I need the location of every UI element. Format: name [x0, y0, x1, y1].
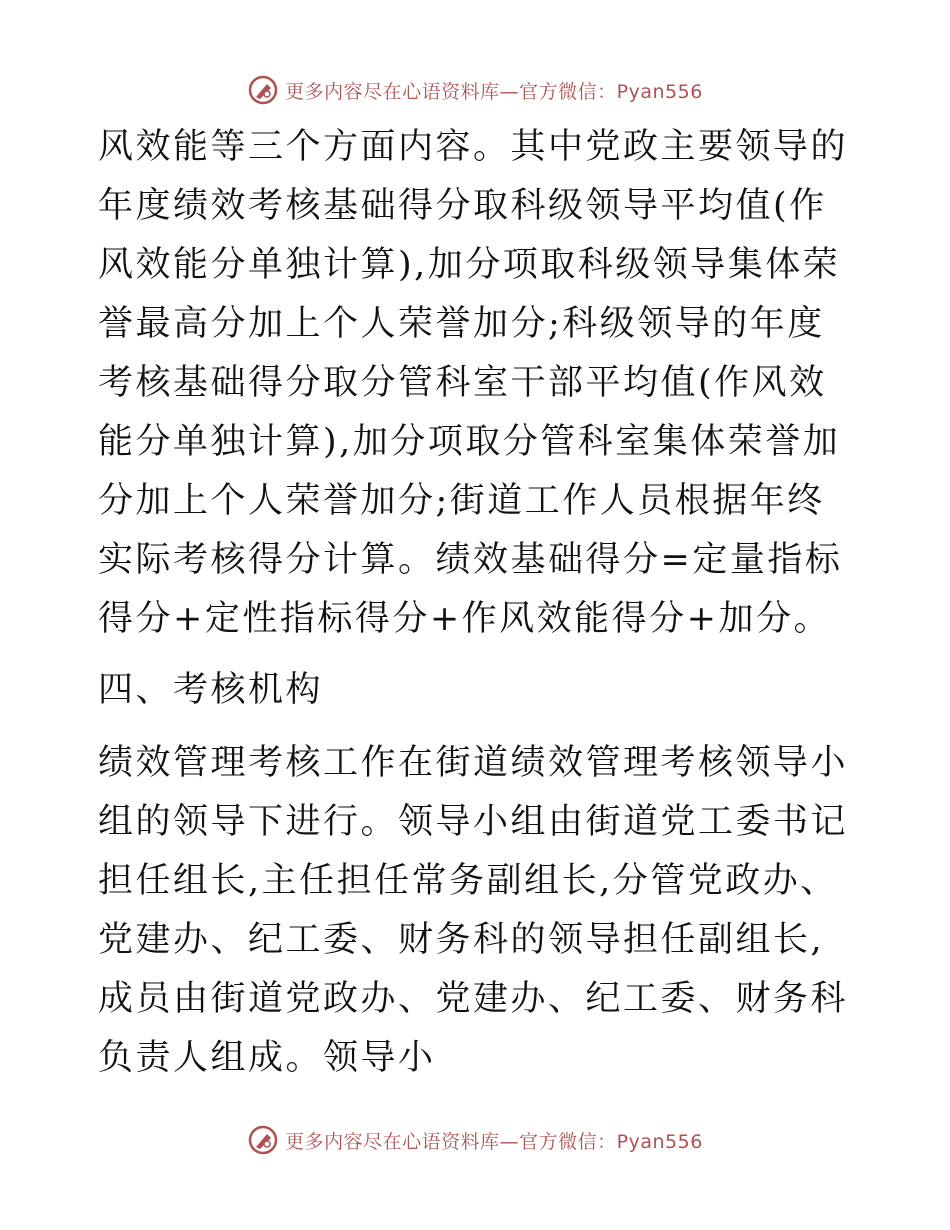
watermark-text: 更多内容尽在心语资料库—官方微信：Pyan556 [285, 80, 703, 103]
watermark-text: 更多内容尽在心语资料库—官方微信：Pyan556 [285, 1130, 703, 1153]
document-body [98, 118, 854, 1088]
body-paragraph: 风效能等三个方面内容。其中党政主要领导的年度绩效考核基础得分取科级领导平均值(作风效能分单独计算),加分项取科级领导集体荣誉最高分加上个人荣誉加分;科级领导的年度考核基础得分取分管科室干部平均值(作风效能分单独计算),加分项取分管科室集体荣誉加分加上个人荣誉加分;街道工作人员根据年终实际考核得分计算。绩效基础得分=定量指标得分+定性指标得分+作风效能得分+加分。 [98, 127, 849, 639]
header-watermark [0, 70, 950, 110]
footer-watermark [0, 1120, 950, 1160]
pen-logo-icon [247, 1124, 279, 1156]
pen-logo-icon [247, 74, 279, 106]
body-paragraph: 绩效管理考核工作在街道绩效管理考核领导小组的领导下进行。领导小组由街道党工委书记担任组长,主任担任常务副组长,分管党政办、党建办、纪工委、财务科的领导担任副组长,成员由街道党政办、党建办、纪工委、财务科负责人组成。领导小 [98, 743, 849, 1078]
section-heading: 四、考核机构 [98, 670, 324, 710]
